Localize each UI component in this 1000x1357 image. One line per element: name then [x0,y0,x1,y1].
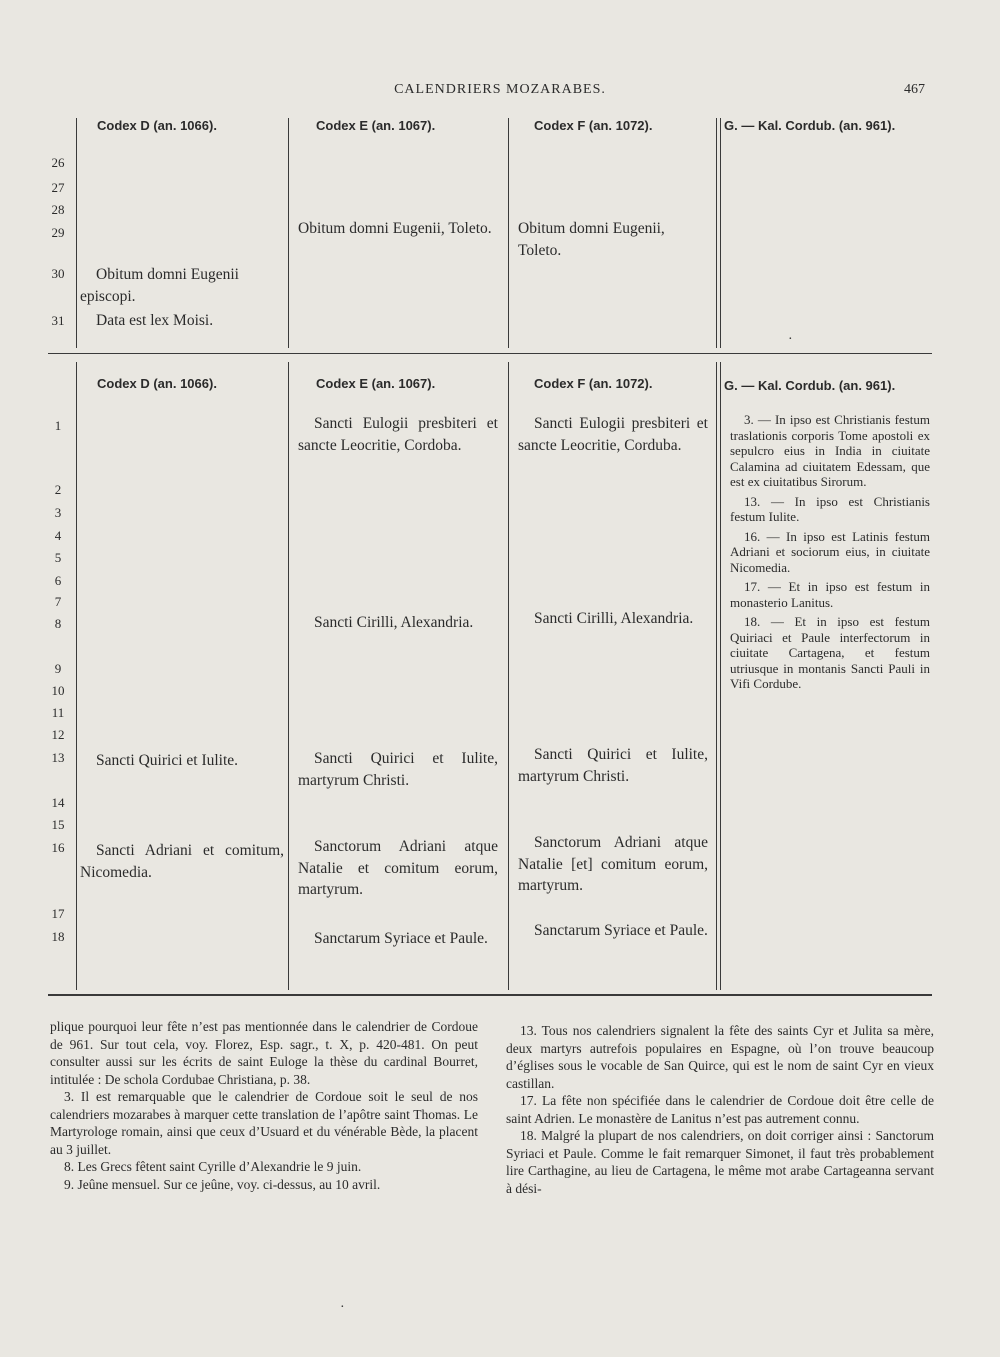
day-number: 9 [54,661,62,676]
column-rule [76,118,77,348]
entry-codex-e-16: Sanctorum Adriani atque Natalie et comitum eorum, martyrum. [298,838,498,898]
footnote-3: 3. Il est remarquable que le calendrier de Cordoue soit le seul de nos calendriers mozarabes à marquer cette translation de l’apôtre saint Thomas. Le Martyrologe romain, ainsi que ceux d’Usuard et du vénérable Bède, la placent au 3 juillet. [50,1089,478,1157]
footnotes-right-column [506,1022,934,1197]
entry-codex-d-16: Sancti Adriani et comitum, Nicomedia. [80,842,284,881]
column-header-codex-e: Codex E (an. 1067). [316,118,436,133]
day-number: 5 [54,550,62,565]
day-number: 30 [51,266,65,281]
day-number: 16 [51,840,65,855]
day-number: 6 [54,573,62,588]
column-header-codex-f: Codex F (an. 1072). [534,376,653,391]
table-bottom-rule [48,994,932,996]
footnote-9: 9. Jeûne mensuel. Sur ce jeûne, voy. ci-dessus, au 10 avril. [64,1176,381,1192]
entry-codex-d-31: Data est lex Moisi. [96,312,214,329]
note-day-3: 3. — In ipso est Christianis festum traslationis corporis Tome apostoli ex sepulcro eius in India in ciuitate Calamina ad ciuitatem Edessam, que est ex ciuitatibus Sirorum. [730,412,930,489]
entry-codex-f-18: Sanctarum Syriace et Paule. [534,922,708,939]
stray-dot: · [788,332,793,347]
column-double-rule [716,362,721,990]
column-header-kal-cordub: G. — Kal. Cordub. (an. 961). [724,118,896,133]
day-number: 26 [51,155,65,170]
kal-cordub-notes [730,412,930,696]
day-number: 7 [54,594,62,609]
running-head: CALENDRIERS MOZARABES. [394,82,606,97]
day-number: 31 [51,313,65,328]
day-number: 17 [51,906,65,921]
entry-codex-e-18: Sanctarum Syriace et Paule. [314,930,488,947]
note-day-13: 13. — In ipso est Christianis festum Iulite. [730,493,930,524]
table-separator-rule [48,353,932,354]
entry-codex-e-1: Sancti Eulogii presbiteri et sancte Leocritie, Cordoba. [298,415,498,454]
column-header-codex-d: Codex D (an. 1066). [97,376,217,391]
note-day-17: 17. — Et in ipso est festum in monasterio Lanitus. [730,579,930,610]
footnote-continuation: plique pourquoi leur fête n’est pas mentionnée dans le calendrier de Cordoue de 961. Sur tout cela, voy. Florez, Esp. sagr., t. X, p. 420-481. On peut consulter aussi sur les écrits de saint Euloge la thèse du cardinal Bourret, intitulée : De schola Cordubae Christiana, p. 38. [50,1019,478,1087]
entry-codex-f-13: Sancti Quirici et Iulite, martyrum Christi. [518,746,708,785]
entry-codex-e-13: Sancti Quirici et Iulite, martyrum Christi. [298,750,498,789]
column-header-kal-cordub: G. — Kal. Cordub. (an. 961). [724,378,896,393]
note-day-16: 16. — In ipso est Latinis festum Adriani et sociorum eius, in ciuitate Nicomedia. [730,528,930,575]
day-number: 4 [54,528,62,543]
entry-codex-e-8: Sancti Cirilli, Alexandria. [314,614,474,631]
column-rule [508,362,509,990]
entry-codex-f-8: Sancti Cirilli, Alexandria. [534,610,694,627]
column-rule [288,362,289,990]
footnote-13: 13. Tous nos calendriers signalent la fête des saints Cyr et Julita sa mère, deux martyrs autrefois populaires en Espagne, où l’on trouve beaucoup d’églises sous le vocable de San Quirce, qui est le nom de saint Cyr en vieux castillan. [506,1023,934,1091]
day-number: 8 [54,616,62,631]
entry-codex-d-13: Sancti Quirici et Iulite. [96,752,239,769]
column-header-codex-d: Codex D (an. 1066). [97,118,217,133]
page-number: 467 [904,82,925,97]
day-number: 15 [51,817,65,832]
day-number: 27 [51,180,65,195]
column-rule [508,118,509,348]
entry-codex-e-29: Obitum domni Eugenii, Toleto. [298,220,492,237]
entry-codex-f-29: Obitum domni Eugenii, Toleto. [518,220,665,259]
day-number: 13 [51,750,65,765]
day-number: 11 [51,705,65,720]
day-number: 3 [54,505,62,520]
day-number: 29 [51,225,65,240]
stray-dot: · [340,1300,345,1315]
entry-codex-f-1: Sancti Eulogii presbiteri et sancte Leocritie, Corduba. [518,415,708,454]
day-number: 14 [51,795,65,810]
day-number: 28 [51,202,65,217]
footnotes-left-column [50,1018,478,1193]
day-number: 12 [51,727,65,742]
footnote-18: 18. Malgré la plupart de nos calendriers, on doit corriger ainsi : Sanctorum Syriaci et Paule. Comme le fait remarquer Simonet, il faut très probablement lire Carthagine, au lieu de Cartagena, le même mot arabe Cartageanna servant à dési- [506,1128,934,1196]
footnote-17: 17. La fête non spécifiée dans le calendrier de Cordoue doit être celle de saint Adrien. Le monastère de Lanitus n’est pas autrement connu. [506,1093,934,1126]
day-number: 1 [54,418,62,433]
column-rule [288,118,289,348]
column-header-codex-f: Codex F (an. 1072). [534,118,653,133]
column-header-codex-e: Codex E (an. 1067). [316,376,436,391]
day-number: 18 [51,929,65,944]
footnote-8: 8. Les Grecs fêtent saint Cyrille d’Alexandrie le 9 juin. [64,1159,362,1174]
entry-codex-d-30: Obitum domni Eugenii episcopi. [80,266,239,305]
day-number: 2 [54,482,62,497]
column-double-rule [716,118,721,348]
day-number: 10 [51,683,65,698]
note-day-18: 18. — Et in ipso est festum Quiriaci et Paule interfectorum in ciuitate Cartagena, et festum utriusque in montanis Sancti Pauli in Vifi Cordube. [730,614,930,691]
column-rule [76,362,77,990]
entry-codex-f-16: Sanctorum Adriani atque Natalie [et] comitum eorum, martyrum. [518,834,708,894]
